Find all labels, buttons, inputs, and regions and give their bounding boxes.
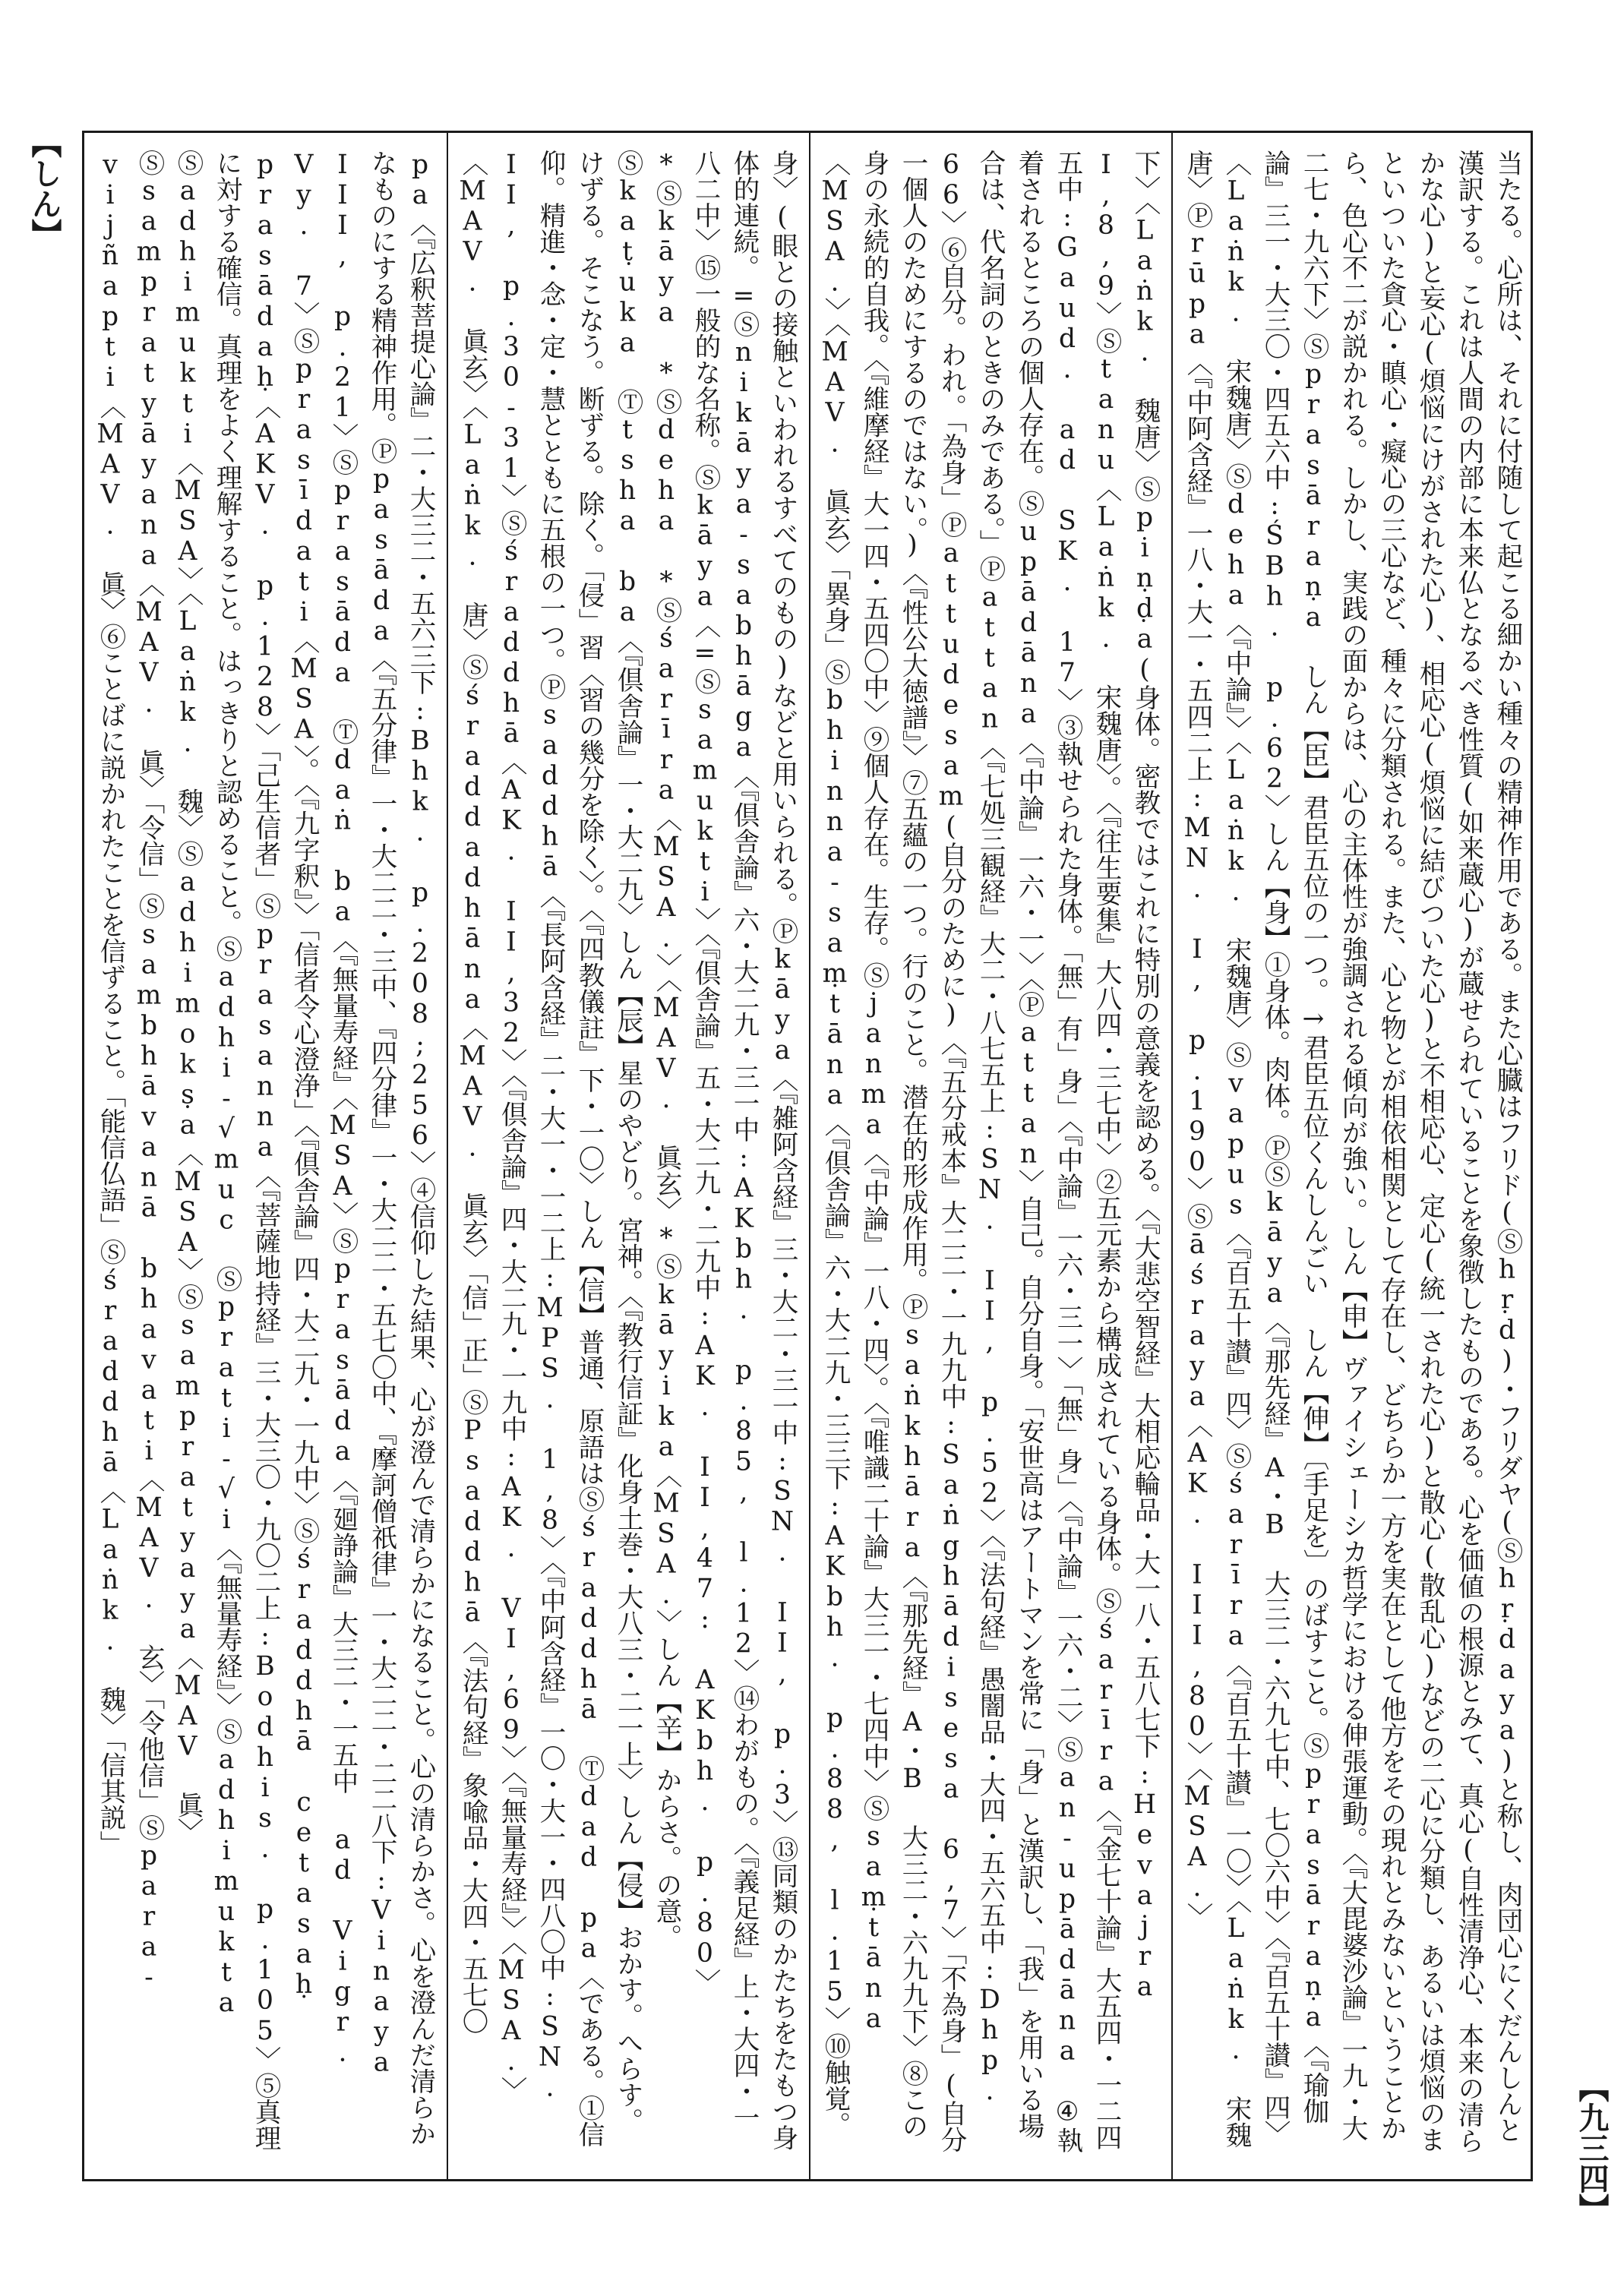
- text-frame: [82, 131, 1533, 2181]
- column-text: pa〈『広釈菩提心論』二・大三二・五六三下:Bhk. p.208;256〉④信仰した結果、心が澄んで清らかになること。心の清らかさ。心を澄んだ清らかなものにする精神作用。Ⓟpasāda〈『五分律』一・大二二・三中、『四分律』一・大二二・五七〇中、『摩訶僧祇律』一・大二二・二二八下:Vinaya III, p.21〉Ⓢprasāda Ⓣdaṅ ba〈『無量寿経』〈MSA〉Ⓢprasāda〈『廻諍論』大三二・一五中 ad Vigr. Vy. 7〉Ⓢprasīdati〈MSA〉。〈『九字釈』〉「信者令心澄浄」〈『倶舎論』四・大二九・一九中〉Ⓢśraddhā cetasaḥ prasādaḥ〈AKV. p.128〉「己生信者」Ⓢprasanna〈『菩薩地持経』三・大三〇・九〇二上:Bodhis. p.105〉⑤真理に対する確信。真理をよく理解すること。はっきりと認めること。Ⓢadhi-√muc Ⓢprati-√i〈『無量寿経』〉Ⓢadhimukta Ⓢadhimukti〈MSA〉〈Laṅk. 魏〉Ⓢadhimokṣa〈MSA〉Ⓢsampratyaya〈MAV 眞〉Ⓢsampratyāyana〈MAV. 眞〉「令信」Ⓢsambhāvanā bhavati〈MAV. 玄〉「令他信」Ⓢpara-vijñapti〈MAV. 眞〉⑥ことばに説かれたことを信ずること。「能信仏語」Ⓢśraddhā〈Laṅk. 魏〉「信其説」: [95, 150, 435, 2151]
- column-text: 当たる。心所は、それに付随して起こる細かい種々の精神作用である。また心臓はフリド(Ⓢhṛd)・フリダヤ(Ⓢhṛdaya)と称し、肉団心にくだんしんと漢訳する。これは人間の内部に本来仏となるべき性質(如来蔵心)が蔵せられていることを象徴したものである。心を価値の根源とみて、真心(自性清浄心、本来の清らかな心)と妄心(煩悩にけがされた心)、相応心(煩悩に結びついた心)と不相応心、定心(統一された心)と散心(散乱心)などの二心に分類し、あるいは煩悩のまといついた貪心・瞋心・癡心の三心など、種々に分類される。また、心と物とが相依相関として存在し、どちらか一方を実在として他方をその現れとみないということから、色心不二が説かれる。しかし、実践の面からは、心の主体性が強調される傾向が強い。しん【申】ヴァイシェーシカ哲学における伸張運動。〈『大毘婆沙論』一九・大二七・九六下〉Ⓢprasāraṇa しん【臣】君臣五位の一つ。→君臣五位くんしんごい しん【伸】〔手足を〕のばすこと。Ⓢprasāraṇa〈『瑜伽論』三一・大三〇・四五六中:ŚBh. p.62〉しん【身】①身体。肉体。ⓅⓈkāya〈『那先経』A・B 大三二・六九七中、七〇六中〉〈『百五十讃』四〉〈Laṅk. 宋魏唐〉Ⓢdeha〈『中論』〉〈Laṅk. 宋魏唐〉Ⓢvapus〈『百五十讃』四〉Ⓢśarīra〈『百五十讃』一〇〉〈Laṅk. 宋魏唐〉Ⓟrūpa〈『中阿含経』一八・大一・五四二上:MN. I, p.190〉Ⓢāśraya〈AK. III,80〉〈MSA.〉: [1182, 150, 1522, 2154]
- column-2: [809, 133, 1171, 2179]
- column-4: [84, 133, 447, 2179]
- page-number: 【九三四】: [1574, 2072, 1610, 2224]
- column-text: 下〉〈Laṅk. 魏唐〉Ⓢpiṇḍa(身体。密教ではこれに特別の意義を認める。〈『大悲空智経』大相応輪品・大一八・五八七下:Hevajra I,8,9〉Ⓢtanu〈Laṅk. 宋魏唐〉。〈『往生要集』大八四・三七中〉②五元素から構成されている身体。Ⓢśarīra〈『金七十論』大五四・一二四五中:Gaud. ad SK. 17〉③執せられた身体。「無」有」身」〈『中論』一六・三一〉「無」身」〈『中論』一六・二〉Ⓢan-upādāna ④執着されるところの個人存在。Ⓢupādāna〈『中論』一六・一〉〈Ⓟattan〉自己。自分自身。「安世高はアートマンを常に「身」と漢訳し、「我」を用いる場合は、代名詞のときのみである。」Ⓟattan〈『七処三観経』大二・八七五上:SN. II, p.52〉〈『法句経』愚闇品・大四・五六五中:Dhp. 66〉⑥自分。われ。「為身」Ⓟattudesam(自分のために)〈『五分戒本』大二二・一九九中:Saṅghādisesa 6,7〉「不為身」(自分一個人のためにするのではない。)〈『性公大徳譜』〉⑦五蘊の一つ。行のこと。潜在的形成作用。Ⓟsaṅkhāra〈『那先経』A・B 大三二・六九九下〉⑧この身の永続的自我。〈『維摩経』大一四・五四〇中〉⑨個人存在。生存。Ⓢjanma〈『中論』一八・四〉。〈『唯識二十論』大三一・七四中〉Ⓢsaṃtāna〈MSA.〉〈MAV. 眞玄〉「異身」Ⓢbhinna-saṃtāna〈『倶舎論』六・大二九・三三下:AKbh. p.88, l.15〉⑩触覚。: [820, 150, 1160, 2153]
- running-head: 【しん】: [27, 128, 62, 249]
- column-text: 身〉(眼との接触といわれるすべてのもの)などと用いられる。Ⓟkāya〈『雑阿含経』三・大二・三一中:SN. II, p.3〉⑬同類のかたちをたもつ身体的連続。=Ⓢnikāya-sabhāga〈『倶舎論』六・大二九・三一中:AKbh. p.85, l.12〉⑭わがもの。〈『義足経』上・大四・一八二中〉⑮一般的な名称。Ⓢkāya〈=Ⓢsamukti〉〈『倶舎論』五・大二九・二九中:AK. II,47: AKbh. p.80〉*Ⓢkāya *Ⓢdeha *Ⓢśarīra〈MSA.〉〈MAV. 眞玄〉*Ⓢkāyika〈MSA.〉しん【辛】からさ。の意。Ⓢkaṭuka Ⓣtsha ba〈『倶舎論』一・大二九〉しん【辰】星のやどり。宮神。〈『教行信証』化身土巻・大八三・二一上〉しん【侵】おかす。へらす。けずる。そこなう。断ずる。除く。「侵」習〈習の幾分を除く〉。〈『四教儀註』下・一〇〉しん【信】普通、原語はⓈśraddhā Ⓣdad pa〈である。①信仰。精進・念・定・慧とともに五根の一つ。Ⓟsaddhā〈『長阿含経』二・大一・一二上:MPS. 1,8〉〈『中阿含経』一〇・大一・四八〇中:SN. II, p.30-31〉Ⓢśraddhā〈AK. II,32〉〈『倶舎論』四・大二九・一九中:AK. VI,69〉〈『無量寿経』〉〈MSA.〉〈MAV. 眞玄〉〈Laṅk. 唐〉Ⓢśraddadhāna〈MAV. 眞玄〉「信」正」ⓈPsaddhā〈『法句経』象喩品・大四・五七〇: [457, 150, 798, 2151]
- column-1: [1171, 133, 1534, 2179]
- column-3: [447, 133, 809, 2179]
